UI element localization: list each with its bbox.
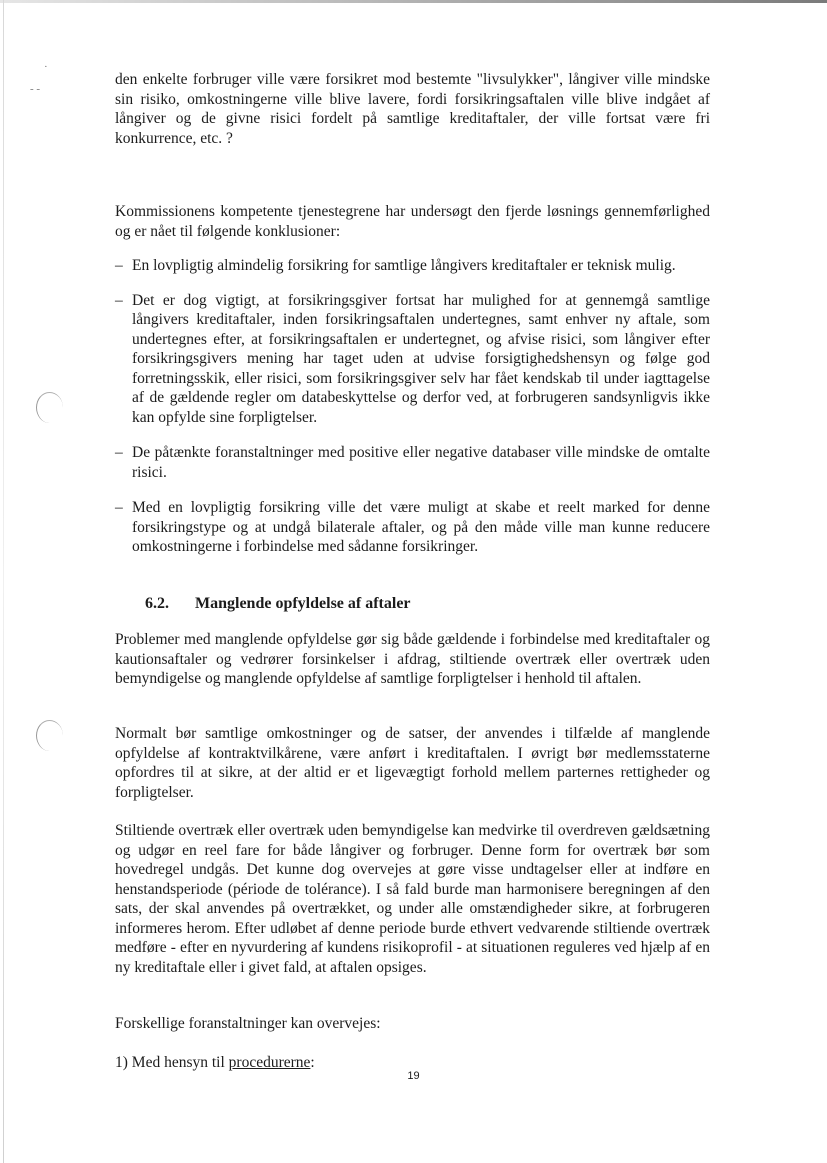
paragraph: Kommissionens kompetente tjenestegrene har undersøgt den fjerde løsnings gennemførlighed og er nået til følgende konklusioner: [115, 203, 710, 240]
item-underlined-term: procedurerne [228, 1054, 311, 1071]
punch-hole-mark [36, 392, 63, 423]
list-item [115, 291, 710, 428]
section-number: 6.2. [145, 595, 169, 612]
list-item-text: En lovpligtig almindelig forsikring for samtlige långivers kreditaftaler er teknisk mulig. [132, 257, 676, 274]
conclusion-list [115, 256, 710, 557]
punch-hole-mark [36, 720, 63, 751]
bullet-dash: – [115, 257, 123, 274]
item-suffix: : [310, 1054, 315, 1071]
paragraph: Forskellige foranstaltninger kan overvejes: [115, 1015, 381, 1032]
section-heading [145, 594, 411, 614]
item-prefix: 1) Med hensyn til [115, 1054, 229, 1071]
list-item-text: Det er dog vigtigt, at forsikringsgiver fortsat har mulighed for at gennemgå samtlige långivers kreditaftaler, inden forsikringsaftalen undertegnes, samt enhver ny aftale, som undertegnes efter, at forsikringsaftalen er undertegnet, og afvise risici, som långiver efter forsikringsgivers mening har taget uden at udvise forsigtighedshensyn og følge god forretningsskik, eller risici, som forsikringsgiver selv har fået kendskab til under iagttagelse af de gældende regler om databeskyttelse og derfor ved, at forbrugeren sandsynligvis ikke kan opfylde sine forpligtelser. [132, 291, 710, 426]
paragraph: den enkelte forbruger ville være forsikret mod bestemte "livsulykker", långiver ville mindske sin risiko, omkostningerne ville blive lavere, fordi forsikringsaftalen ville blive indgået af långiver og de givne risici fordelt på samtlige kreditaftaler, der ville fortsat være fri konkurrence, etc. ? [115, 71, 710, 147]
list-item [115, 498, 710, 557]
list-item-text: De påtænkte foranstaltninger med positive eller negative databaser ville mindske de omtalte risici. [132, 444, 710, 481]
bullet-dash: – [115, 291, 123, 309]
scan-edge-left [3, 0, 4, 1163]
margin-speck: · [44, 61, 48, 73]
list-item-text: Med en lovpligtig forsikring ville det være muligt at skabe et reelt marked for denne forsikringstype og at undgå bilaterale aftaler, og på den måde ville man kunne reducere omkostningerne i forbindelse med sådanne forsikringer. [132, 499, 710, 555]
paragraph: Problemer med manglende opfyldelse gør sig både gældende i forbindelse med kreditaftaler og kautionsaftaler og vedrører forsinkelser i afdrag, stiltiende overtræk eller overtræk uden bemyndigelse og manglende opfyldelse af samtlige forpligtelser i henhold til aftalen. [115, 631, 710, 687]
list-item [115, 443, 710, 482]
paragraph: Normalt bør samtlige omkostninger og de satser, der anvendes i tilfælde af manglende opfyldelse af kontraktvilkårene, være anført i kreditaftalen. I øvrigt bør medlemsstaterne opfordres til at sikre, at der altid er et ligevægtigt forhold mellem parternes rettigheder og forpligtelser. [115, 725, 710, 801]
paragraph: Stiltiende overtræk eller overtræk uden bemyndigelse kan medvirke til overdreven gældsætning og udgør en reel fare for både långiver og forbruger. Denne form for overtræk bør som hovedregel undgås. Det kunne dog overvejes at gøre visse undtagelser eller at indføre en henstandsperiode (période de tolérance). I så fald burde man harmonisere beregningen af den sats, der skal anvendes på overtrækket, og under alle omstændigheder sikre, at forbrugeren informeres herom. Efter udløbet af denne periode burde ethvert vedvarende stiltiende overtræk medføre - efter en nyvurdering af kundens risikoprofil - at situationen reguleres ved hjælp af en ny kreditaftale eller i givet fald, at aftalen opsiges. [115, 822, 710, 976]
page-number: 19 [407, 1070, 420, 1082]
bullet-dash: – [115, 499, 123, 516]
bullet-dash: – [115, 444, 123, 461]
list-item [115, 256, 710, 276]
margin-speck: - - [30, 83, 41, 95]
section-title: Manglende opfyldelse af aftaler [195, 595, 411, 612]
scan-edge-top [0, 0, 827, 3]
